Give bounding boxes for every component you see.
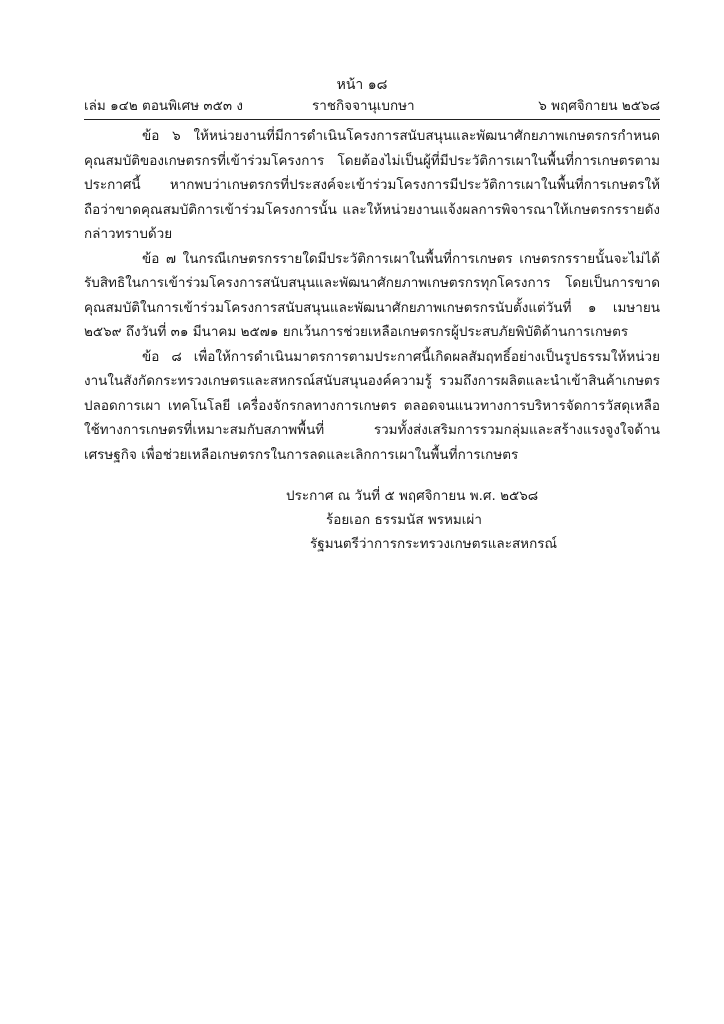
clause-8: ข้อ ๘ เพื่อให้การดำเนินมาตรการตามประกาศนี้เกิดผลสัมฤทธิ์อย่างเป็นรูปธรรมให้หน่วยงานในสังกัดกระทรวงเกษตรและสหกรณ์สนับสนุนองค์ความรู้ รวมถึงการผลิตและนำเข้าสินค้าเกษตรปลอดการเผา เทคโนโลยี เครื่องจักรกลทางการเกษตร ตลอดจนแนวทางการบริหารจัดการวัสดุเหลือใช้ทางการเกษตรที่เหมาะสมกับสภาพพื้นที่ รวมทั้งส่งเสริมการรวมกลุ่มและสร้างแรงจูงใจด้านเศรษฐกิจ เพื่อช่วยเหลือเกษตรกรในการลดและเลิกการเผาในพื้นที่การเกษตร <box>84 348 660 463</box>
announcement-date: ประกาศ ณ วันที่ ๕ พฤศจิกายน พ.ศ. ๒๕๖๘ <box>286 488 539 504</box>
publication-date: ๖ พฤศจิกายน ๒๕๖๘ <box>538 98 660 114</box>
signatory-name: ร้อยเอก ธรรมนัส พรหมเผ่า <box>326 512 482 528</box>
clause-6: ข้อ ๖ ให้หน่วยงานที่มีการดำเนินโครงการสนับสนุนและพัฒนาศักยภาพเกษตรกรกำหนดคุณสมบัติของเกษตรกรที่เข้าร่วมโครงการ โดยต้องไม่เป็นผู้ที่มีประวัติการเผาในพื้นที่การเกษตรตามประกาศนี้ หากพบว่าเกษตรกรที่ประสงค์จะเข้าร่วมโครงการมีประวัติการเผาในพื้นที่การเกษตรให้ถือว่าขาดคุณสมบัติการเข้าร่วมโครงการนั้น และให้หน่วยงานแจ้งผลการพิจารณาให้เกษตรกรรายดังกล่าวทราบด้วย <box>84 128 660 242</box>
clause-7: ข้อ ๗ ในกรณีเกษตรกรรายใดมีประวัติการเผาในพื้นที่การเกษตร เกษตรกรรายนั้นจะไม่ได้รับสิทธิในการเข้าร่วมโครงการสนับสนุนและพัฒนาศักยภาพเกษตรกรทุกโครงการ โดยเป็นการขาดคุณสมบัติในการเข้าร่วมโครงการสนับสนุนและพัฒนาศักยภาพเกษตรกรนับตั้งแต่วันที่ ๑ เมษายน ๒๕๖๙ ถึงวันที่ ๓๑ มีนาคม ๒๕๗๑ ยกเว้นการช่วยเหลือเกษตรกรผู้ประสบภัยพิบัติด้านการเกษตร <box>84 250 660 340</box>
page-number: หน้า ๑๘ <box>336 77 388 93</box>
volume-issue: เล่ม ๑๔๒ ตอนพิเศษ ๓๕๓ ง <box>84 98 243 114</box>
gazette-header <box>84 96 660 116</box>
gazette-title: ราชกิจจานุเบกษา <box>312 98 415 114</box>
signature-block <box>280 484 640 556</box>
header-divider <box>84 119 660 120</box>
announcement-body <box>84 124 660 467</box>
signatory-position: รัฐมนตรีว่าการกระทรวงเกษตรและสหกรณ์ <box>310 536 558 552</box>
